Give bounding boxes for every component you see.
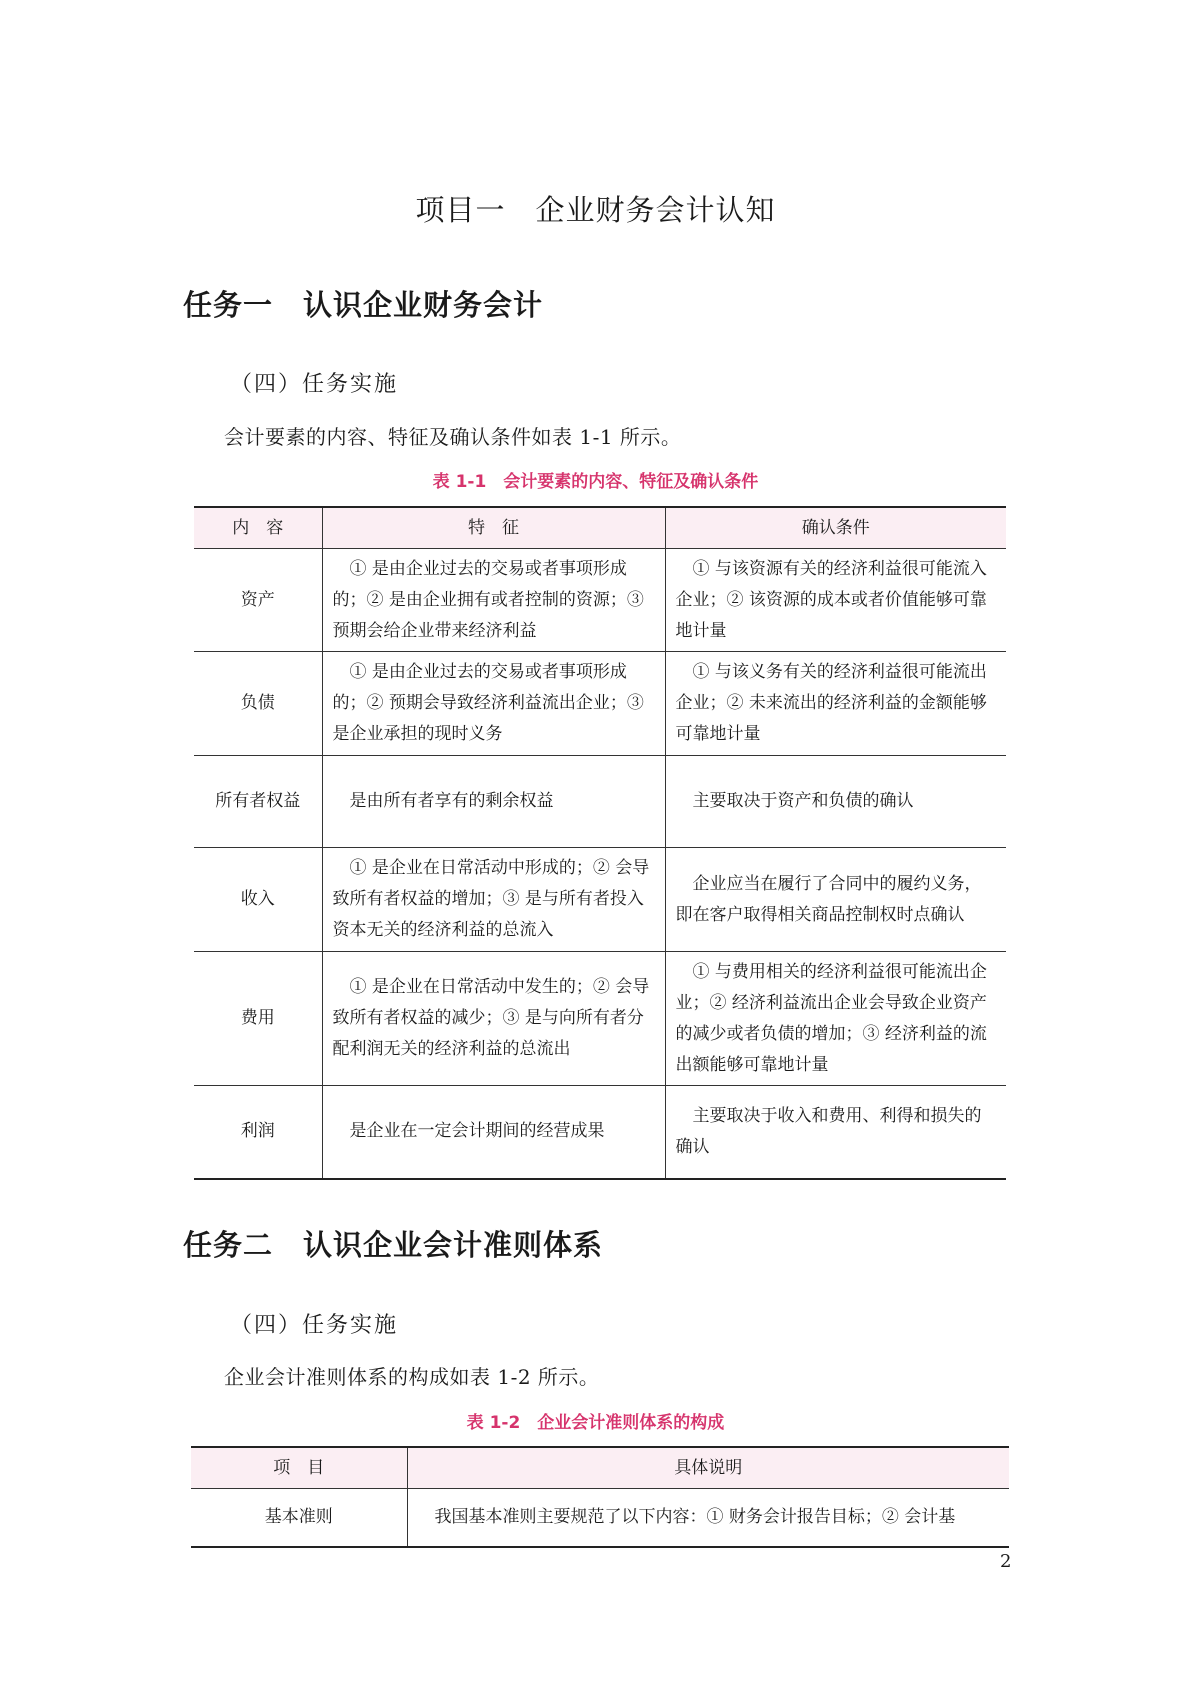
table-row [194, 952, 1006, 1086]
table2-header-description: 具体说明 [407, 1447, 1009, 1489]
table1-header-content: 内 容 [194, 507, 322, 549]
table1-item: 收入 [194, 848, 322, 952]
table1-condition: 主要取决于收入和费用、利得和损失的确认 [665, 1086, 1006, 1179]
table1-condition: 主要取决于资产和负债的确认 [665, 756, 1006, 848]
task1-intro: 会计要素的内容、特征及确认条件如表 1-1 所示。 [224, 425, 682, 449]
table-row [194, 1086, 1006, 1179]
table-row [191, 1489, 1009, 1547]
table1-condition: 企业应当在履行了合同中的履约义务，即在客户取得相关商品控制权时点确认 [665, 848, 1006, 952]
table2-description: 我国基本准则主要规范了以下内容：① 财务会计报告目标；② 会计基 [407, 1489, 1009, 1547]
table-row [194, 848, 1006, 952]
table1-condition: ① 与该义务有关的经济利益很可能流出企业；② 未来流出的经济利益的金额能够可靠地计量 [665, 652, 1006, 756]
table1-feature: ① 是企业在日常活动中形成的；② 会导致所有者权益的增加；③ 是与所有者投入资本无关的经济利益的总流入 [322, 848, 665, 952]
table-1-1 [194, 506, 1006, 1180]
table1-feature: ① 是由企业过去的交易或者事项形成的；② 预期会导致经济利益流出企业；③ 是企业承担的现时义务 [322, 652, 665, 756]
table1-feature: 是由所有者享有的剩余权益 [322, 756, 665, 848]
table-row [194, 549, 1006, 652]
table1-header-row [194, 507, 1006, 549]
table1-item: 利润 [194, 1086, 322, 1179]
table1-feature: 是企业在一定会计期间的经营成果 [322, 1086, 665, 1179]
table1-item: 费用 [194, 952, 322, 1086]
table1-header-condition: 确认条件 [665, 507, 1006, 549]
table1-header-feature: 特 征 [322, 507, 665, 549]
table1-item: 资产 [194, 549, 322, 652]
table1-feature: ① 是企业在日常活动中发生的；② 会导致所有者权益的减少；③ 是与向所有者分配利润无关的经济利益的总流出 [322, 952, 665, 1086]
table-row [194, 756, 1006, 848]
table2-item: 基本准则 [191, 1489, 407, 1547]
task2-intro: 企业会计准则体系的构成如表 1-2 所示。 [224, 1365, 600, 1389]
table-1-2 [191, 1446, 1009, 1548]
table2-header-row [191, 1447, 1009, 1489]
task1-heading: 任务一 认识企业财务会计 [183, 288, 544, 322]
table1-item: 所有者权益 [194, 756, 322, 848]
table1-feature: ① 是由企业过去的交易或者事项形成的；② 是由企业拥有或者控制的资源；③ 预期会给企业带来经济利益 [322, 549, 665, 652]
table1-caption: 表 1-1 会计要素的内容、特征及确认条件 [432, 472, 759, 492]
table2-caption: 表 1-2 企业会计准则体系的构成 [466, 1413, 725, 1433]
task2-subheading: （四）任务实施 [230, 1313, 399, 1338]
task2-heading: 任务二 认识企业会计准则体系 [183, 1228, 604, 1262]
task1-subheading: （四）任务实施 [230, 372, 399, 397]
table1-condition: ① 与该资源有关的经济利益很可能流入企业；② 该资源的成本或者价值能够可靠地计量 [665, 549, 1006, 652]
table1-condition: ① 与费用相关的经济利益很可能流出企业；② 经济利益流出企业会导致企业资产的减少或者负债的增加；③ 经济利益的流出额能够可靠地计量 [665, 952, 1006, 1086]
page-number: 2 [1000, 1551, 1012, 1572]
table2-header-item: 项 目 [191, 1447, 407, 1489]
chapter-title: 项目一 企业财务会计认知 [415, 193, 776, 227]
table1-item: 负债 [194, 652, 322, 756]
table-row [194, 652, 1006, 756]
